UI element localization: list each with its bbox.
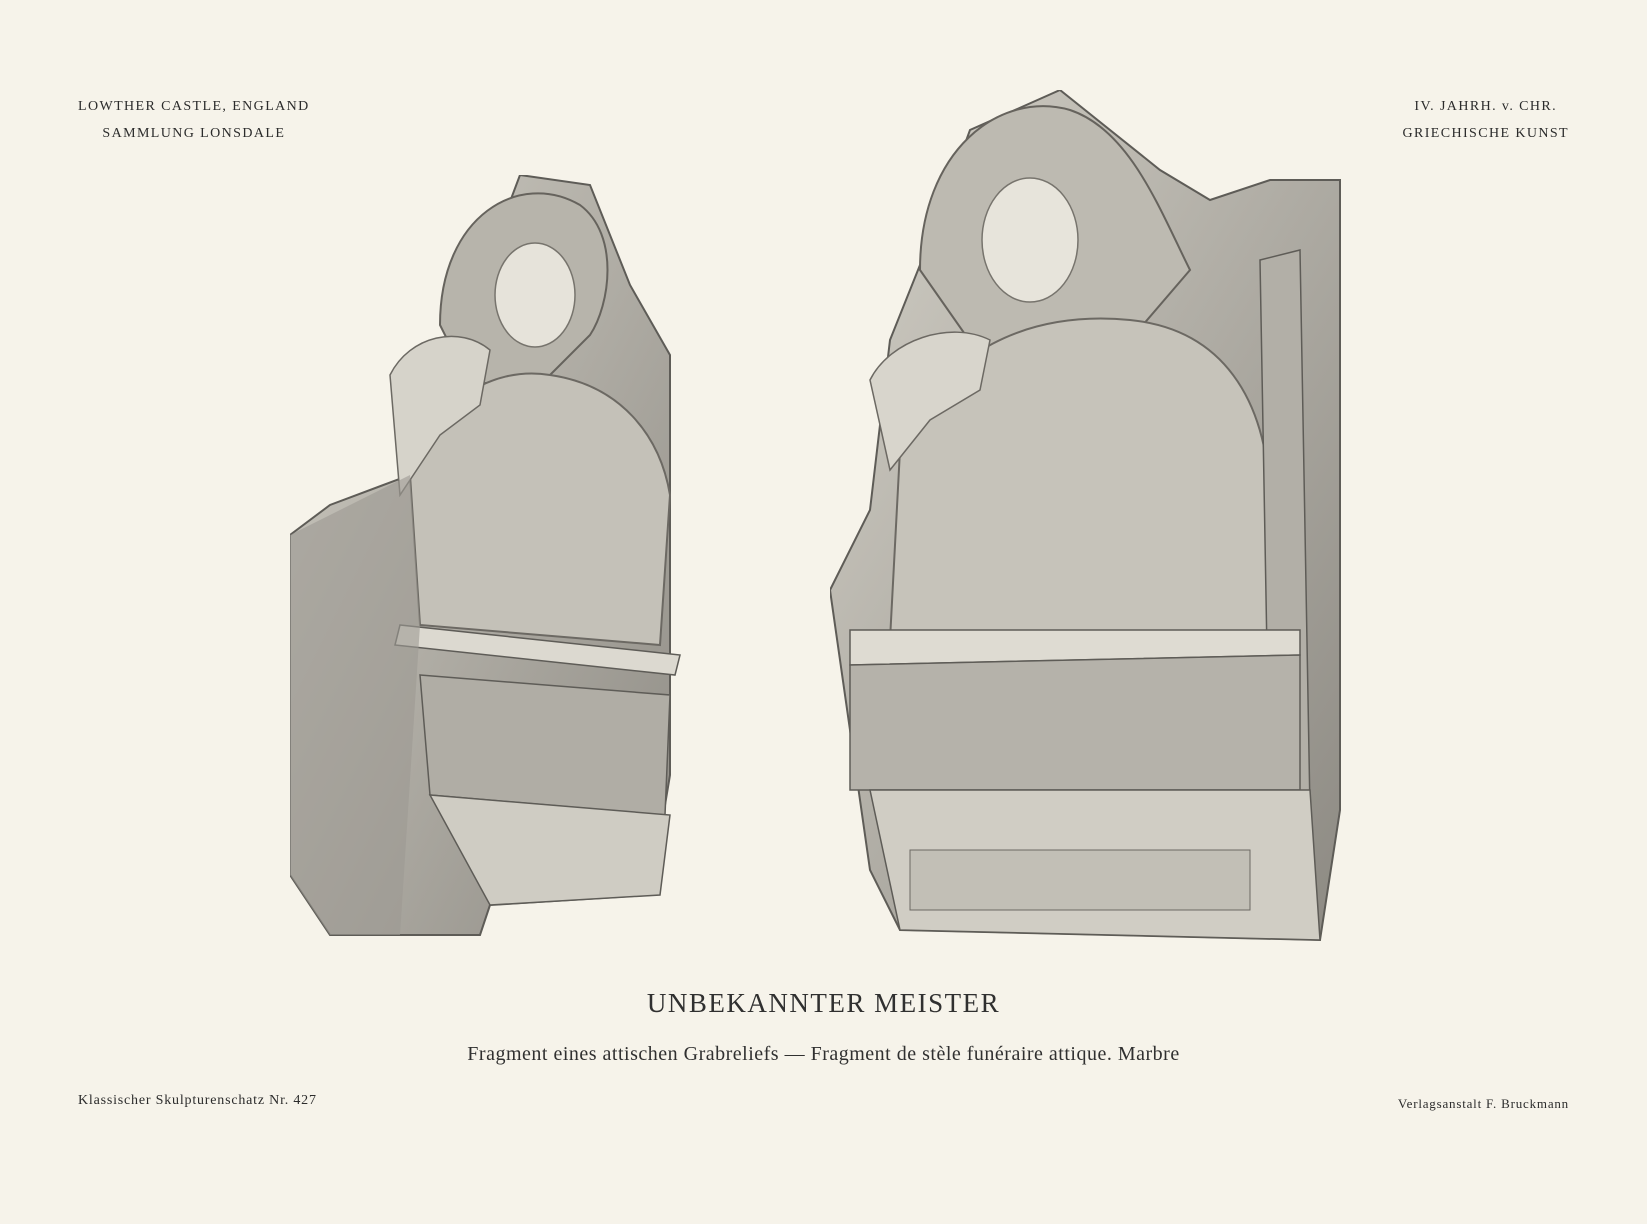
artwork-description: Fragment eines attischen Grabreliefs — Fragment de stèle funéraire attique. Marbre [467, 1043, 1180, 1065]
relief-fragment-left-image [290, 175, 730, 975]
art-category: GRIECHISCHE KUNST [1402, 126, 1569, 141]
catalog-number: Klassischer Skulpturenschatz Nr. 427 [78, 1093, 317, 1108]
collection-location [78, 93, 310, 147]
century-label: IV. JAHRH. v. CHR. [1414, 99, 1558, 114]
relief-photo-left [290, 175, 730, 975]
artist-title: UNBEKANNTER MEISTER [646, 988, 1001, 1018]
period-info [1402, 93, 1569, 147]
collection-place: LOWTHER CASTLE, ENGLAND [78, 99, 310, 114]
collection-name: SAMMLUNG LONSDALE [102, 126, 286, 141]
publisher-name: Verlagsanstalt F. Bruckmann [1397, 1096, 1569, 1111]
relief-photo-right [830, 90, 1350, 990]
relief-fragment-right-image [830, 90, 1350, 990]
